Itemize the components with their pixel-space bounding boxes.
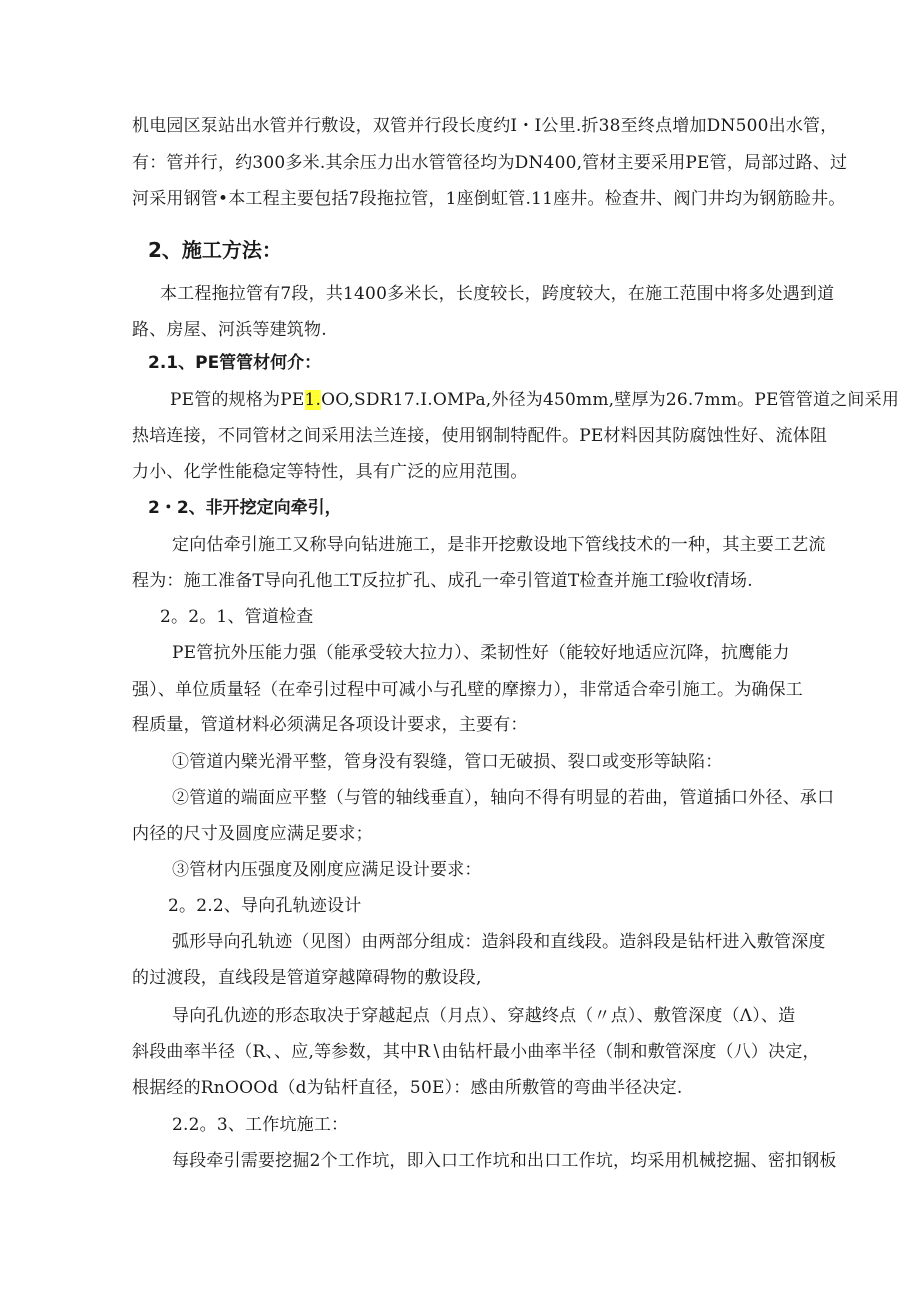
section-heading-2: 2、施工方法： bbox=[148, 238, 282, 262]
subsection-heading-2-2-1: 2。2。1、管道检查 bbox=[160, 607, 314, 627]
paragraph-line: 程为：施工准备T导向孔他工T反拉扩孔、成孔一牵引管道T检查并施工f验收f清场. bbox=[132, 571, 753, 591]
paragraph-line: 河采用钢管•本工程主要包括7段拖拉管，1座倒虹管.11座井。检查井、阀门井均为钢筋睑井。 bbox=[132, 189, 846, 209]
section-heading-2-1: 2.1、PE管管材何介： bbox=[148, 353, 322, 373]
paragraph-line: 导向孔仇迹的形态取决于穿越起点（月点）、穿越终点（〃点）、敷管深度（Λ）、造 bbox=[172, 1006, 796, 1026]
spec-text-before: PE管的规格为PE bbox=[170, 390, 305, 410]
list-item: ①管道内檗光滑平整，管身没有裂缝，管口无破损、裂口或变形等缺陷： bbox=[172, 752, 723, 772]
paragraph-line: 每段牵引需要挖掘2个工作坑，即入口工作坑和出口工作坑，均采用机械挖掘、密扣钢板 bbox=[172, 1151, 837, 1171]
paragraph-line: 弧形导向孔轨迹（见图）由两部分组成：造斜段和直线段。造斜段是钻杆进入敷管深度 bbox=[172, 932, 826, 952]
paragraph-line: 程质量，管道材料必须满足各项设计要求，主要有： bbox=[132, 715, 528, 735]
subsection-heading-2-2-3: 2.2。3、工作坑施工： bbox=[172, 1115, 349, 1135]
paragraph-line: 本工程拖拉管有7段，共1400多米长，长度较长，跨度较大，在施工范围中将多处遇到道 bbox=[160, 284, 835, 304]
section-heading-2-2: 2・2、非开挖定向牵引， bbox=[148, 498, 342, 518]
paragraph-line: 有：管并行，约300多米.其余压力出水管管径均为DN400,管材主要采用PE管，局部过路、过 bbox=[132, 153, 848, 173]
paragraph-line: 力小、化学性能稳定等特性，具有广泛的应用范围。 bbox=[132, 462, 528, 482]
paragraph-line: 的过渡段，直线段是管道穿越障碍物的敷设段, bbox=[132, 968, 482, 988]
list-item: ②管道的端面应平整（与管的轴线垂直），轴向不得有明显的若曲，管道插口外径、承口 bbox=[172, 788, 835, 808]
paragraph-line: 定向估牵引施工又称导向钻进施工，是非开挖敷设地下管线技术的一种，其主要工艺流 bbox=[172, 535, 826, 555]
paragraph-line: 强）、单位质量轻（在牵引过程中可减小与孔壁的摩擦力），非常适合牵引施工。为确保工 bbox=[132, 680, 803, 700]
paragraph-line: 斜段曲率半径（R、、应,等参数，其中R∖由钻杆最小曲率半径（制和敷管深度（八）决定， bbox=[132, 1042, 820, 1062]
paragraph-line: 热培连接，不同管材之间采用法兰连接，使用钢制特配件。PE材料因其防腐蚀性好、流体阻 bbox=[132, 426, 828, 446]
subsection-heading-2-2-2: 2。2.2、导向孔轨迹设计 bbox=[168, 896, 362, 916]
paragraph-line: 路、房屋、河浜等建筑物. bbox=[132, 320, 327, 340]
paragraph-line: 根据经的RnOOOd（d为钻杆直径，50E）：感由所敷管的弯曲半径决定. bbox=[132, 1078, 683, 1098]
highlighted-text: 1. bbox=[304, 390, 322, 410]
paragraph-line: 内径的尺寸及圆度应满足要求； bbox=[132, 824, 373, 844]
list-item: ③管材内压强度及刚度应满足设计要求： bbox=[172, 860, 482, 880]
paragraph-line: PE管抗外压能力强（能承受较大拉力）、柔韧性好（能较好地适应沉降，抗鹰能力 bbox=[172, 643, 790, 663]
spec-text-after: OO,SDR17.I.OMPa,外径为450mm,壁厚为26.7mm。PE管管道之间采用 bbox=[321, 390, 900, 410]
paragraph-line-spec bbox=[170, 389, 900, 411]
paragraph-line: 机电园区泵站出水管并行敷设，双管并行段长度约I・I公里.折38至终点增加DN500出水管， bbox=[132, 116, 838, 136]
